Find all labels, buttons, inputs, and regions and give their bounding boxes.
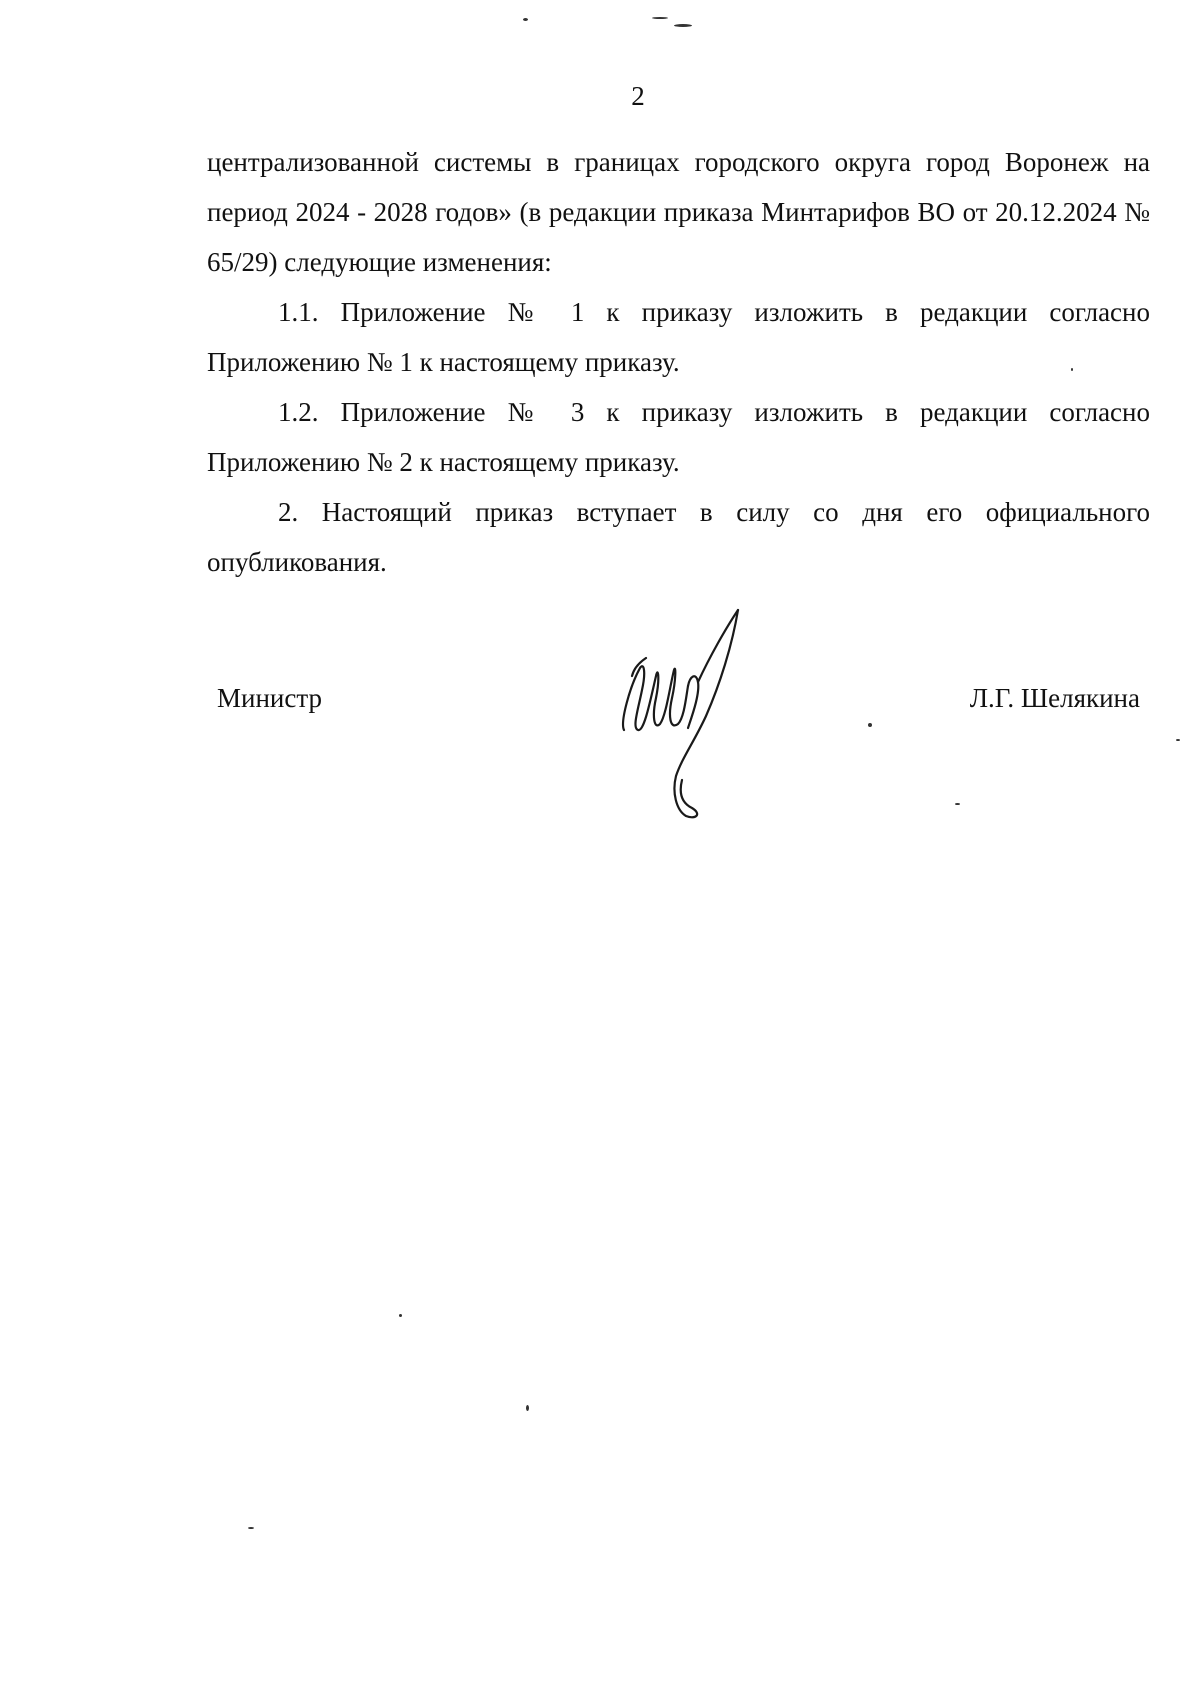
scan-speck — [248, 1527, 254, 1529]
scan-speck — [652, 17, 668, 19]
scan-speck — [955, 803, 960, 805]
document-body — [207, 137, 1150, 587]
page-number: 2 — [631, 81, 645, 111]
item-1-2-paragraph: 1.2. Приложение № 3 к приказу изложить в редакции согласно Приложению № 2 к настоящему приказу. — [207, 397, 1150, 477]
signatory-position: Министр — [217, 683, 322, 713]
item-2-paragraph: 2. Настоящий приказ вступает в силу со дня его официального опубликования. — [207, 497, 1150, 577]
scan-speck — [399, 1314, 402, 1317]
intro-paragraph: централизованной системы в границах городского округа город Воронеж на период 2024 - 2028 годов» (в редакции приказа Минтарифов ВО от 20.12.2024 № 65/29) следующие изменения: — [207, 147, 1150, 277]
signature-block — [0, 678, 1200, 718]
scan-speck — [1176, 739, 1180, 741]
scan-speck — [1071, 368, 1073, 371]
scan-speck — [674, 24, 692, 27]
handwritten-signature — [610, 606, 780, 826]
scan-speck — [526, 1405, 529, 1411]
scan-speck — [868, 723, 872, 727]
item-1-1-paragraph: 1.1. Приложение № 1 к приказу изложить в редакции согласно Приложению № 1 к настоящему приказу. — [207, 297, 1150, 377]
scan-speck — [523, 18, 528, 21]
signatory-name: Л.Г. Шелякина — [969, 683, 1140, 713]
